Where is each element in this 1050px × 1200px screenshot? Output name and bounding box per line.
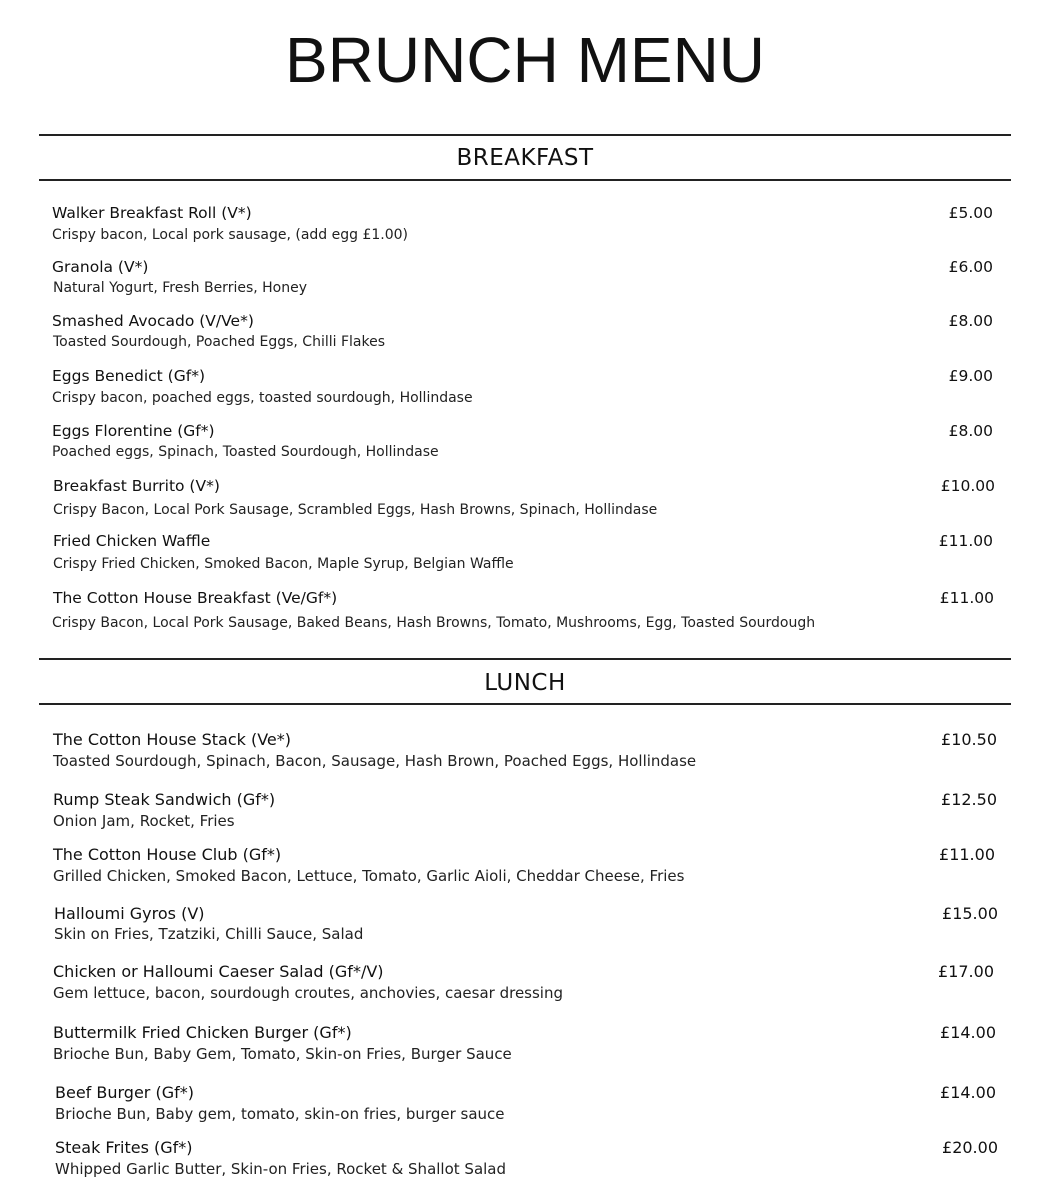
item-price: £8.00	[948, 312, 993, 330]
lunch-top-divider	[39, 658, 1011, 660]
item-price: £15.00	[942, 904, 998, 923]
item-price: £11.00	[939, 845, 995, 864]
item-name: Steak Frites (Gf*)	[55, 1138, 193, 1157]
item-description: Toasted Sourdough, Spinach, Bacon, Sausage, Hash Brown, Poached Eggs, Hollindase	[53, 752, 697, 770]
item-name: Smashed Avocado (V/Ve*)	[52, 312, 254, 330]
item-description: Poached eggs, Spinach, Toasted Sourdough, Hollindase	[52, 444, 439, 460]
item-name: Eggs Benedict (Gf*)	[52, 367, 205, 385]
item-name: Buttermilk Fried Chicken Burger (Gf*)	[53, 1023, 352, 1042]
item-name: The Cotton House Club (Gf*)	[53, 845, 282, 864]
item-name: The Cotton House Stack (Ve*)	[53, 730, 292, 749]
item-description: Skin on Fries, Tzatziki, Chilli Sauce, Salad	[54, 925, 364, 943]
item-price: £8.00	[948, 422, 993, 440]
item-description: Crispy bacon, Local pork sausage, (add egg £1.00)	[52, 227, 409, 243]
item-name: The Cotton House Breakfast (Ve/Gf*)	[53, 589, 338, 607]
item-name: Walker Breakfast Roll (V*)	[52, 204, 252, 222]
item-description: Crispy bacon, poached eggs, toasted sourdough, Hollindase	[52, 390, 473, 406]
item-description: Brioche Bun, Baby Gem, Tomato, Skin-on Fries, Burger Sauce	[53, 1045, 512, 1063]
item-description: Brioche Bun, Baby gem, tomato, skin-on fries, burger sauce	[55, 1105, 505, 1123]
item-description: Toasted Sourdough, Poached Eggs, Chilli Flakes	[53, 334, 385, 350]
item-description: Onion Jam, Rocket, Fries	[53, 812, 235, 830]
page-title: BRUNCH MENU	[285, 24, 765, 96]
item-name: Beef Burger (Gf*)	[55, 1083, 194, 1102]
item-price: £11.00	[938, 532, 993, 550]
item-description: Natural Yogurt, Fresh Berries, Honey	[53, 280, 308, 296]
item-price: £5.00	[948, 204, 993, 222]
item-price: £12.50	[941, 790, 997, 809]
item-price: £10.50	[941, 730, 997, 749]
item-price: £17.00	[938, 962, 994, 981]
item-price: £20.00	[942, 1138, 998, 1157]
item-price: £6.00	[948, 258, 993, 276]
item-description: Whipped Garlic Butter, Skin-on Fries, Rocket & Shallot Salad	[55, 1160, 507, 1178]
lunch-bottom-divider	[39, 703, 1011, 705]
item-price: £11.00	[939, 589, 994, 607]
breakfast-bottom-divider	[39, 179, 1011, 181]
item-description: Grilled Chicken, Smoked Bacon, Lettuce, Tomato, Garlic Aioli, Cheddar Cheese, Fries	[53, 867, 685, 885]
item-price: £10.00	[940, 477, 995, 495]
lunch-heading: LUNCH	[484, 670, 566, 696]
item-description: Crispy Bacon, Local Pork Sausage, Scrambled Eggs, Hash Browns, Spinach, Hollindase	[53, 502, 658, 518]
item-name: Rump Steak Sandwich (Gf*)	[53, 790, 276, 809]
item-description: Crispy Bacon, Local Pork Sausage, Baked Beans, Hash Browns, Tomato, Mushrooms, Egg, Toasted Sourdough	[52, 615, 816, 631]
item-price: £14.00	[940, 1083, 996, 1102]
item-description: Crispy Fried Chicken, Smoked Bacon, Maple Syrup, Belgian Waffle	[53, 556, 514, 572]
item-price: £9.00	[948, 367, 993, 385]
item-price: £14.00	[940, 1023, 996, 1042]
item-name: Breakfast Burrito (V*)	[53, 477, 220, 495]
item-name: Eggs Florentine (Gf*)	[52, 422, 215, 440]
breakfast-heading: BREAKFAST	[456, 145, 594, 171]
item-name: Fried Chicken Waffle	[53, 532, 211, 550]
item-name: Granola (V*)	[52, 258, 149, 276]
breakfast-top-divider	[39, 134, 1011, 136]
item-description: Gem lettuce, bacon, sourdough croutes, anchovies, caesar dressing	[53, 984, 563, 1002]
item-name: Chicken or Halloumi Caeser Salad (Gf*/V)	[53, 962, 384, 981]
item-name: Halloumi Gyros (V)	[54, 904, 205, 923]
